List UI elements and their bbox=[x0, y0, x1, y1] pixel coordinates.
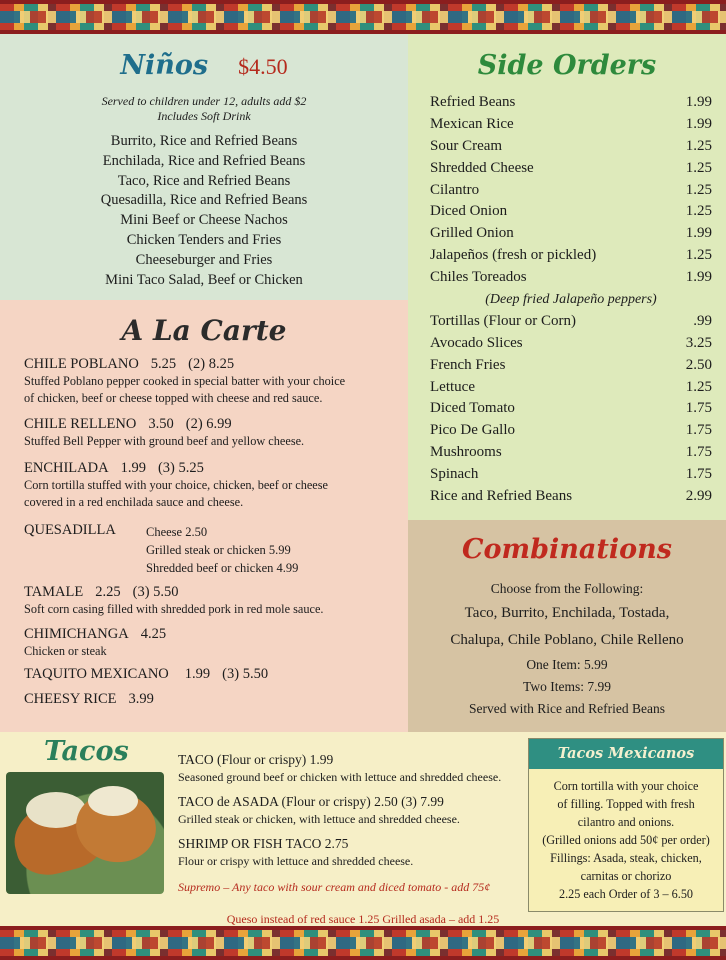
combos-one-item: One Item: 5.99 bbox=[526, 657, 608, 672]
a-la-carte-section bbox=[0, 300, 408, 732]
list-item: Mushrooms 1.75 bbox=[430, 444, 712, 461]
chile-poblano-item: CHILE POBLANO 5.25 (2) 8.25 Stuffed Poblano pepper cooked in special batter with your choice of chicken, beef or cheese topped with cheese and red sauce. bbox=[24, 356, 346, 405]
list-item: Lettuce 1.25 bbox=[430, 378, 712, 395]
list-item: Grilled Onion 1.99 bbox=[430, 225, 712, 242]
taquito-mexicano-item: TAQUITO MEXICANO 1.99 (3) 5.50 bbox=[24, 666, 269, 682]
list-item: Corn tortilla with your choice bbox=[553, 779, 699, 793]
list-item: Avocado Slices 3.25 bbox=[430, 334, 712, 351]
tacos-photo bbox=[6, 772, 164, 894]
list-item: Burrito, Rice and Refried Beans bbox=[110, 133, 298, 149]
ninos-title: Niños bbox=[120, 50, 209, 81]
taco-item: TACO (Flour or crispy) 1.99 Seasoned ground beef or chicken with lettuce and shredded cheese. bbox=[178, 752, 502, 784]
list-item: French Fries 2.50 bbox=[430, 356, 712, 373]
list-item: Jalapeños (fresh or pickled) 1.25 bbox=[430, 247, 712, 264]
side-orders-list bbox=[430, 92, 712, 508]
combos-choose: Choose from the Following: bbox=[490, 581, 644, 596]
tamale-item: TAMALE 2.25 (3) 5.50 Soft corn casing filled with shredded pork in red mole sauce. bbox=[24, 584, 324, 616]
cheesy-rice-item: CHEESY RICE 3.99 bbox=[24, 691, 154, 707]
list-item: Spinach 1.75 bbox=[430, 466, 712, 483]
list-item: Rice and Refried Beans 2.99 bbox=[430, 488, 712, 505]
list-item: 2.25 each Order of 3 – 6.50 bbox=[558, 887, 694, 901]
list-item: of filling. Topped with fresh bbox=[557, 797, 695, 811]
supremo-note: Supremo – Any taco with sour cream and diced tomato - add 75¢ bbox=[178, 880, 491, 894]
list-item: Cilantro 1.25 bbox=[430, 181, 712, 198]
side-orders-section bbox=[408, 34, 726, 520]
combinations-section bbox=[408, 520, 726, 732]
extras-note: Queso instead of red sauce 1.25 Grilled asada – add 1.25 bbox=[226, 912, 500, 926]
list-item: cilantro and onions. bbox=[577, 815, 675, 829]
ninos-list bbox=[0, 132, 408, 290]
tacos-section bbox=[0, 732, 726, 926]
top-decorative-border bbox=[0, 0, 726, 34]
combos-served: Served with Rice and Refried Beans bbox=[468, 701, 666, 716]
list-item: Chicken Tenders and Fries bbox=[126, 231, 282, 248]
chimichanga-item: CHIMICHANGA 4.25 Chicken or steak bbox=[24, 626, 167, 658]
tacos-title: Tacos bbox=[44, 736, 129, 767]
shrimp-fish-taco-item: SHRIMP OR FISH TACO 2.75 Flour or crispy with lettuce and shredded cheese. bbox=[178, 836, 414, 868]
bottom-decorative-border bbox=[0, 926, 726, 960]
combos-line-1: Taco, Burrito, Enchilada, Tostada, bbox=[464, 605, 670, 621]
list-item: Enchilada, Rice and Refried Beans bbox=[102, 152, 306, 169]
list-item: Pico De Gallo 1.75 bbox=[430, 422, 712, 439]
list-item: Shredded Cheese 1.25 bbox=[430, 159, 712, 176]
side-note: (Deep fried Jalapeño peppers) bbox=[485, 292, 657, 308]
quesadilla-item: QUESADILLA Cheese 2.50 Grilled steak or chicken 5.99 Shredded beef or chicken 4.99 bbox=[24, 522, 299, 575]
list-item: (Grilled onions add 50¢ per order) bbox=[542, 833, 710, 847]
combinations-title: Combinations bbox=[462, 534, 672, 565]
list-item: Tortillas (Flour or Corn) .99 bbox=[430, 312, 712, 329]
list-item: Mini Taco Salad, Beef or Chicken bbox=[105, 271, 303, 288]
a-la-carte-title: A La Carte bbox=[121, 314, 287, 347]
chile-relleno-item: CHILE RELLENO 3.50 (2) 6.99 Stuffed Bell Pepper with ground beef and yellow cheese. bbox=[24, 416, 305, 448]
tacos-mexicanos-title: Tacos Mexicanos bbox=[529, 739, 723, 769]
tacos-mexicanos-box bbox=[528, 738, 724, 912]
list-item: Fillings: Asada, steak, chicken, bbox=[550, 851, 702, 865]
side-orders-title: Side Orders bbox=[477, 50, 657, 81]
list-item: Taco, Rice and Refried Beans bbox=[117, 172, 291, 189]
combos-two-items: Two Items: 7.99 bbox=[523, 679, 611, 694]
list-item: Diced Onion 1.25 bbox=[430, 203, 712, 220]
list-item: Refried Beans 1.99 bbox=[430, 94, 712, 110]
list-item: Mexican Rice 1.99 bbox=[430, 115, 712, 132]
taco-de-asada-item: TACO de ASADA (Flour or crispy) 2.50 (3) 7.99 Grilled steak or chicken, with lettuce and shredded cheese. bbox=[178, 794, 460, 826]
list-item: carnitas or chorizo bbox=[580, 869, 672, 883]
ninos-note: Served to children under 12, adults add $2 Includes Soft Drink bbox=[101, 94, 307, 123]
combos-line-2: Chalupa, Chile Poblano, Chile Relleno bbox=[450, 632, 684, 648]
ninos-price: $4.50 bbox=[238, 54, 288, 79]
list-item: Quesadilla, Rice and Refried Beans bbox=[100, 192, 308, 209]
list-item: Sour Cream 1.25 bbox=[430, 137, 712, 154]
list-item: Mini Beef or Cheese Nachos bbox=[120, 212, 288, 229]
list-item: Cheeseburger and Fries bbox=[135, 251, 273, 268]
ninos-section bbox=[0, 34, 408, 300]
list-item: Diced Tomato 1.75 bbox=[430, 400, 712, 417]
list-item: Chiles Toreados 1.99 bbox=[430, 269, 712, 286]
enchilada-item: ENCHILADA 1.99 (3) 5.25 Corn tortilla stuffed with your choice, chicken, beef or cheese covered in a red enchilada sauce and cheese. bbox=[24, 460, 329, 509]
